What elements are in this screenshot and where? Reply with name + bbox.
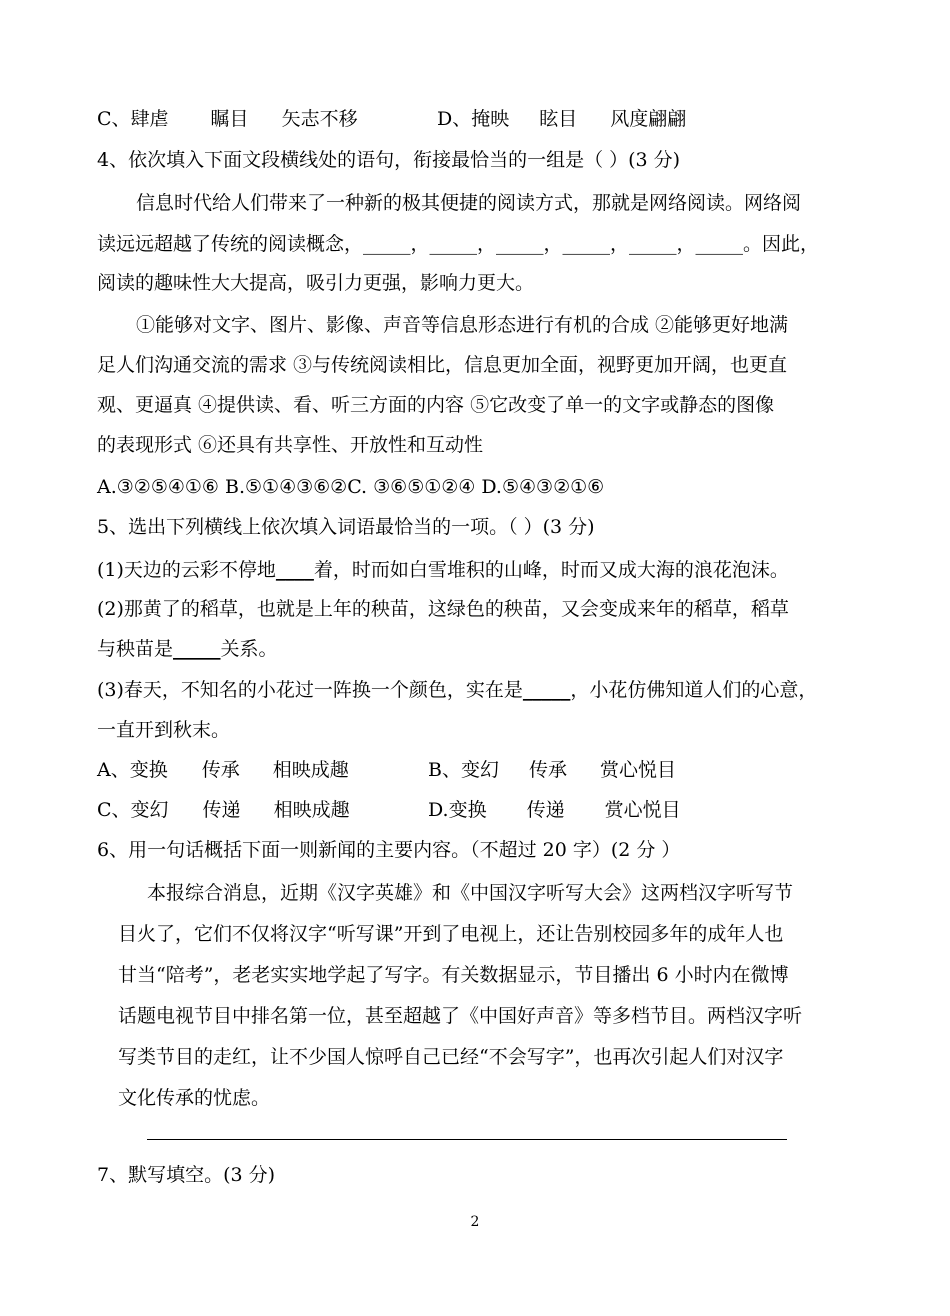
q3-d-2: 眩目 (539, 108, 578, 130)
q5-sentence-1 (97, 558, 789, 582)
q5-b-1: B、变幻 (428, 759, 499, 781)
q6-news-line-2: 目火了，它们不仅将汉字“听写课”开到了电视上，还让告别校园多年的成年人也 (118, 923, 784, 945)
q5-s2-blank: _____ (173, 638, 221, 660)
q6-news-line-1: 本报综合消息，近期《汉字英雄》和《中国汉字听写大会》这两档汉字听写节 (147, 882, 794, 904)
q5-s2-a: 与秧苗是 (97, 638, 174, 660)
q5-option-c (97, 798, 350, 822)
q4-options: A.③②⑤④①⑥ B.⑤①④③⑥②C. ③⑥⑤①②④ D.⑤④③②①⑥ (97, 476, 605, 498)
q6-answer-line[interactable] (147, 1139, 787, 1140)
q5-option-d (428, 798, 681, 822)
q5-sentence-3-line-2: 一直开到秋末。 (97, 719, 231, 741)
q3-c-1: C、肆虐 (97, 108, 169, 130)
q5-stem: 5、选出下列横线上依次填入词语最恰当的一项。（ ）(3 分) (97, 516, 595, 538)
q5-s1-b: 着，时而如白雪堆积的山峰，时而又成大海的浪花泡沫。 (313, 559, 789, 581)
q5-d-3: 赏心悦目 (604, 799, 681, 821)
q5-d-2: 传递 (526, 799, 565, 821)
q5-s2-b: 关系。 (220, 638, 278, 660)
q5-a-2: 传承 (201, 759, 240, 781)
q6-stem: 6、用一句话概括下面一则新闻的主要内容。（不超过 20 字）(2 分 ） (97, 839, 681, 861)
q5-sentence-2-line-2 (97, 637, 278, 661)
q4-para-line-3: 阅读的趣味性大大提高，吸引力更强，影响力更大。 (97, 272, 535, 294)
q5-option-a (97, 758, 349, 782)
q5-b-2: 传承 (528, 759, 567, 781)
q4-para-line-2: 读远远超越了传统的阅读概念，_____，_____，_____，_____，_____，_____。因此， (97, 233, 820, 255)
q7-stem: 7、默写填空。(3 分) (97, 1164, 276, 1186)
q5-c-3: 相映成趣 (273, 799, 350, 821)
q6-news-line-3: 甘当“陪考”，老老实实地学起了写字。有关数据显示，节目播出 6 小时内在微博 (118, 964, 789, 986)
q5-sentence-2-line-1: (2)那黄了的稻草，也就是上年的秧苗，这绿色的秧苗，又会变成来年的稻草，稻草 (97, 598, 789, 620)
q5-a-3: 相映成趣 (272, 759, 349, 781)
q6-news-line-6: 文化传承的忧虑。 (118, 1087, 271, 1109)
q5-option-b (428, 758, 676, 782)
q6-news-line-5: 写类节目的走红，让不少国人惊呼自己已经“不会写字”，也再次引起人们对汉字 (118, 1046, 784, 1068)
q3-d-1: D、掩映 (437, 108, 510, 130)
q4-item-line-1: ①能够对文字、图片、影像、声音等信息形态进行有机的合成 ②能够更好地满 (136, 314, 789, 336)
q4-item-line-4: 的表现形式 ⑥还具有共享性、开放性和互动性 (97, 434, 484, 456)
q5-d-1: D.变换 (428, 799, 487, 821)
q5-s1-blank: ____ (275, 559, 314, 581)
q5-a-1: A、变换 (97, 759, 168, 781)
q5-s3-blank: _____ (522, 679, 571, 701)
q3-c-2: 瞩目 (210, 108, 249, 130)
q6-news-line-4: 话题电视节目中排名第一位，甚至超越了《中国好声音》等多档节目。两档汉字听 (118, 1005, 803, 1027)
q4-item-line-2: 足人们沟通交流的需求 ③与传统阅读相比，信息更加全面，视野更加开阔，也更直 (97, 354, 788, 376)
q5-c-1: C、变幻 (97, 799, 169, 821)
q3-option-d (437, 107, 686, 131)
q3-c-3: 矢志不移 (281, 108, 358, 130)
q5-b-3: 赏心悦目 (599, 759, 676, 781)
q5-s3-b: ，小花仿佛知道人们的心意， (570, 679, 818, 701)
q5-s1-a: (1)天边的云彩不停地 (97, 559, 276, 581)
q4-item-line-3: 观、更逼真 ④提供读、看、听三方面的内容 ⑤它改变了单一的文字或静态的图像 (97, 394, 775, 416)
q4-para-line-1: 信息时代给人们带来了一种新的极其便捷的阅读方式，那就是网络阅读。网络阅 (136, 192, 802, 214)
page-number: 2 (470, 1214, 480, 1230)
q5-sentence-3-line-1 (97, 678, 817, 702)
q5-s3-a: (3)春天，不知名的小花过一阵换一个颜色，实在是 (97, 679, 523, 701)
q5-c-2: 传递 (202, 799, 241, 821)
q3-d-3: 风度翩翩 (610, 108, 687, 130)
q4-stem: 4、依次填入下面文段横线处的语句，衔接最恰当的一组是（ ）(3 分) (97, 149, 681, 171)
q3-option-c (97, 107, 358, 131)
